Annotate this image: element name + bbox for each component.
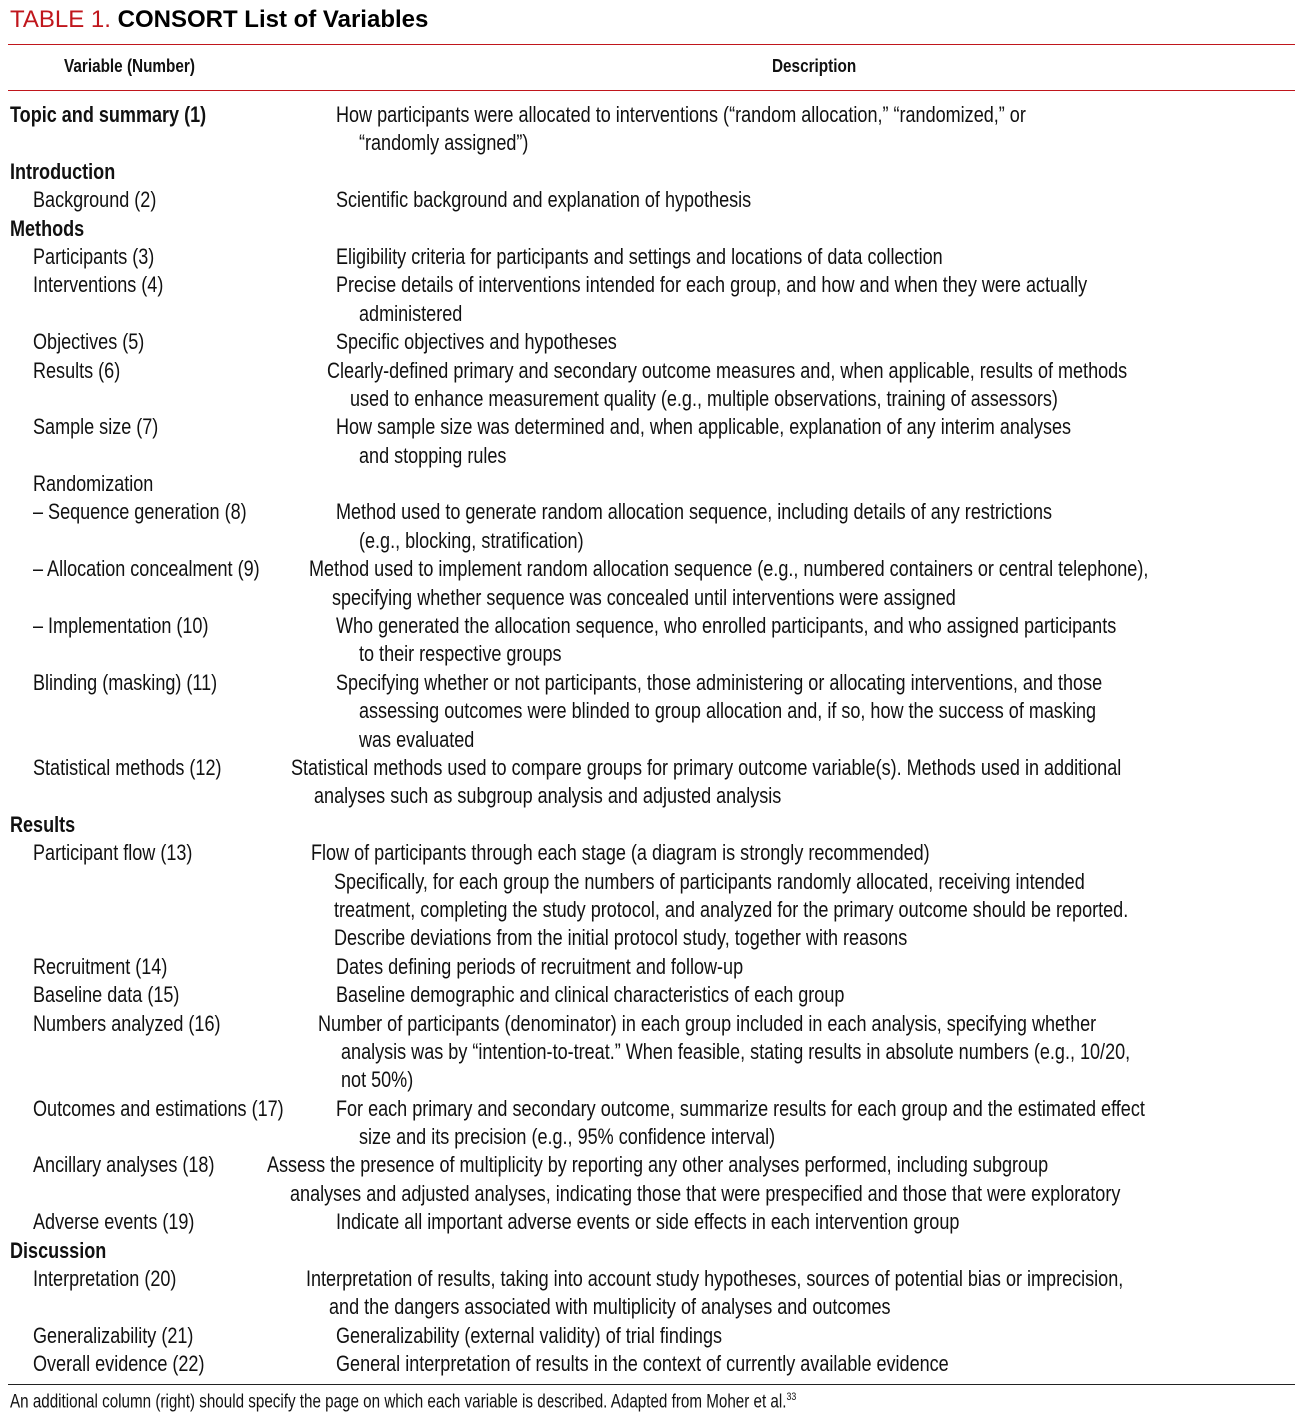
variable-label: Participant flow (13): [33, 840, 193, 866]
description-line: and the dangers associated with multiplicity of analyses and outcomes: [329, 1294, 891, 1320]
variable-cell: [0, 981, 336, 1009]
variable-cell: [0, 498, 336, 526]
variable-label: Methods: [10, 215, 85, 241]
table-row: [0, 413, 1303, 470]
variable-label: Numbers analyzed (16): [33, 1010, 221, 1036]
variable-cell: [0, 158, 336, 186]
table-row: [0, 1350, 1303, 1378]
table-row: [0, 612, 1303, 669]
variable-label: – Implementation (10): [33, 613, 209, 639]
variable-cell: [0, 1237, 336, 1265]
footnote-ref: 33: [786, 1391, 797, 1403]
description-line: General interpretation of results in the context of currently available evidence: [336, 1351, 949, 1377]
variable-label: Sample size (7): [33, 414, 159, 440]
description-line: “randomly assigned”): [359, 130, 529, 156]
table-row: [0, 953, 1303, 981]
variable-label: – Allocation concealment (9): [33, 556, 260, 582]
table-row: [0, 215, 1303, 243]
table-row: [0, 158, 1303, 186]
description-cell: [267, 1151, 1303, 1208]
description-cell: [336, 498, 1209, 555]
table-row: [0, 555, 1303, 612]
description-line: Method used to implement random allocation sequence (e.g., numbered containers or central telephone),: [309, 556, 1149, 582]
variable-label: Adverse events (19): [33, 1209, 195, 1235]
header-description: Description: [772, 56, 857, 76]
description-cell: [336, 1208, 1096, 1236]
description-line: not 50%): [340, 1067, 413, 1093]
description-line: Specifically, for each group the numbers of participants randomly allocated, receiving intended: [334, 868, 1086, 894]
description-cell: [327, 357, 1303, 414]
table-row: [0, 811, 1303, 839]
description-cell: [336, 669, 1270, 754]
variable-label: Ancillary analyses (18): [33, 1152, 215, 1178]
table-row: [0, 839, 1303, 953]
variable-cell: [0, 215, 336, 243]
table-row: [0, 981, 1303, 1009]
description-line: Dates defining periods of recruitment and follow-up: [336, 953, 744, 979]
variable-cell: [0, 953, 336, 981]
variable-cell: [0, 669, 336, 697]
description-cell: [336, 981, 956, 1009]
variable-cell: [0, 1265, 306, 1293]
table-body: [0, 101, 1303, 1379]
variable-label: Outcomes and estimations (17): [33, 1095, 284, 1121]
header-variable: Variable (Number): [64, 56, 195, 76]
variable-cell: [0, 1208, 336, 1236]
table-row: [0, 271, 1303, 328]
variable-cell: [0, 555, 309, 583]
description-cell: [291, 754, 1303, 811]
table-row: [0, 1265, 1303, 1322]
variable-cell: [0, 1095, 336, 1123]
description-line: Clearly-defined primary and secondary outcome measures and, when applicable, results of methods: [327, 357, 1128, 383]
table-row: [0, 357, 1303, 414]
variable-label: Statistical methods (12): [33, 754, 222, 780]
description-line: Specific objectives and hypotheses: [336, 329, 617, 355]
description-line: Eligibility criteria for participants and settings and locations of data collection: [336, 243, 943, 269]
description-cell: [318, 1010, 1303, 1095]
variable-label: Introduction: [10, 158, 116, 184]
description-cell: [336, 413, 1232, 470]
description-cell: [336, 186, 842, 214]
description-cell: [336, 243, 1076, 271]
variable-cell: [0, 243, 336, 271]
description-line: For each primary and secondary outcome, summarize results for each group and the estimated effect: [336, 1095, 1145, 1121]
table-row: [0, 328, 1303, 356]
table-caption: CONSORT List of Variables: [117, 6, 429, 33]
description-line: analysis was by “intention-to-treat.” When feasible, stating results in absolute numbers (e.g., 10/20,: [340, 1038, 1130, 1064]
description-line: used to enhance measurement quality (e.g., multiple observations, training of assessors): [350, 385, 1059, 411]
description-line: How participants were allocated to interventions (“random allocation,” “randomized,” or: [336, 102, 1026, 127]
description-line: specifying whether sequence was concealed until interventions were assigned: [332, 584, 957, 610]
description-line: administered: [359, 300, 463, 326]
variable-label: Recruitment (14): [33, 953, 168, 979]
table-row: [0, 186, 1303, 214]
table-row: [0, 1010, 1303, 1095]
variable-cell: [0, 271, 336, 299]
table-row: [0, 1322, 1303, 1350]
variable-label: Overall evidence (22): [33, 1351, 205, 1377]
description-cell: [336, 1095, 1303, 1152]
variable-label: Baseline data (15): [33, 982, 180, 1008]
description-cell: [309, 555, 1303, 612]
description-cell: [336, 1322, 807, 1350]
description-line: assessing outcomes were blinded to group allocation and, if so, how the success of masking: [359, 698, 1097, 724]
top-rule: [8, 44, 1295, 45]
variable-cell: [0, 754, 291, 782]
description-line: Statistical methods used to compare groups for primary outcome variable(s). Methods used in additional: [290, 754, 1121, 780]
variable-label: – Sequence generation (8): [33, 499, 247, 525]
description-line: How sample size was determined and, when applicable, explanation of any interim analyses: [336, 414, 1072, 440]
variable-cell: [0, 811, 336, 839]
variable-cell: [0, 413, 336, 441]
variable-label: Blinding (masking) (11): [33, 669, 218, 695]
description-line: Assess the presence of multiplicity by reporting any other analyses performed, including subgroup: [267, 1152, 1049, 1178]
description-line: Method used to generate random allocation sequence, including details of any restrictions: [336, 499, 1053, 525]
table-row: [0, 101, 1303, 158]
description-line: Who generated the allocation sequence, who enrolled participants, and who assigned participants: [336, 613, 1117, 639]
variable-cell: [0, 186, 336, 214]
variable-cell: [0, 101, 336, 129]
header-rule: [8, 90, 1295, 91]
variable-label: Participants (3): [33, 243, 155, 269]
description-cell: [336, 271, 1252, 328]
table-row: [0, 243, 1303, 271]
description-line: Specifying whether or not participants, those administering or allocating interventions, and those: [336, 669, 1103, 695]
variable-label: Interpretation (20): [33, 1266, 177, 1292]
table-row: [0, 1095, 1303, 1152]
table-row: [0, 470, 1303, 498]
description-line: Scientific background and explanation of hypothesis: [336, 187, 752, 213]
bottom-rule: [8, 1384, 1295, 1385]
description-line: Number of participants (denominator) in each group included in each analysis, specifying whether: [317, 1010, 1096, 1036]
description-line: Baseline demographic and clinical characteristics of each group: [336, 982, 845, 1008]
variable-label: Background (2): [33, 187, 157, 213]
variable-cell: [0, 470, 336, 498]
table-row: [0, 754, 1303, 811]
variable-cell: [0, 1151, 267, 1179]
variable-label: Topic and summary (1): [10, 102, 207, 127]
variable-cell: [0, 1350, 336, 1378]
variable-label: Interventions (4): [33, 272, 164, 298]
description-line: analyses and adjusted analyses, indicating those that were prespecified and those that were exploratory: [290, 1180, 1121, 1206]
variable-cell: [0, 1010, 318, 1038]
description-line: and stopping rules: [359, 442, 507, 468]
variable-label: Discussion: [10, 1237, 107, 1263]
description-cell: [311, 839, 1303, 953]
description-line: to their respective groups: [359, 641, 562, 667]
description-line: analyses such as subgroup analysis and adjusted analysis: [313, 783, 781, 809]
table-row: [0, 498, 1303, 555]
variable-label: Generalizability (21): [33, 1322, 194, 1348]
description-cell: [336, 328, 678, 356]
variable-cell: [0, 612, 336, 640]
table-row: [0, 669, 1303, 754]
description-line: (e.g., blocking, stratification): [359, 527, 584, 553]
variable-cell: [0, 328, 336, 356]
variable-cell: [0, 357, 327, 385]
description-cell: [336, 953, 833, 981]
table-label: TABLE 1.: [10, 6, 111, 33]
description-cell: [336, 101, 1177, 158]
description-line: Generalizability (external validity) of trial findings: [336, 1322, 723, 1348]
variable-label: Randomization: [33, 471, 154, 497]
variable-cell: [0, 1322, 336, 1350]
table-row: [0, 1151, 1303, 1208]
footnote: [10, 1391, 796, 1413]
description-cell: [336, 612, 1288, 669]
description-line: Indicate all important adverse events or side effects in each intervention group: [336, 1209, 960, 1235]
description-line: was evaluated: [359, 726, 475, 752]
footnote-text: An additional column (right) should specify the page on which each variable is described. Adapted from Moher et al.: [10, 1391, 787, 1413]
table-row: [0, 1208, 1303, 1236]
variable-label: Results (6): [33, 357, 121, 383]
description-line: Flow of participants through each stage (a diagram is strongly recommended): [311, 840, 931, 866]
variable-label: Results: [10, 811, 76, 837]
variable-cell: [0, 839, 311, 867]
description-line: Precise details of interventions intended for each group, and how and when they were actually: [336, 272, 1088, 298]
table-title: [10, 6, 428, 34]
table-row: [0, 1237, 1303, 1265]
description-line: treatment, completing the study protocol, and analyzed for the primary outcome should be reported.: [334, 896, 1129, 922]
description-cell: [336, 1350, 1083, 1378]
description-cell: [306, 1265, 1303, 1322]
description-line: Interpretation of results, taking into account study hypotheses, sources of potential bias or imprecision,: [306, 1266, 1124, 1292]
variable-label: Objectives (5): [33, 329, 145, 355]
description-line: Describe deviations from the initial protocol study, together with reasons: [334, 925, 908, 951]
description-line: size and its precision (e.g., 95% confidence interval): [359, 1124, 776, 1150]
